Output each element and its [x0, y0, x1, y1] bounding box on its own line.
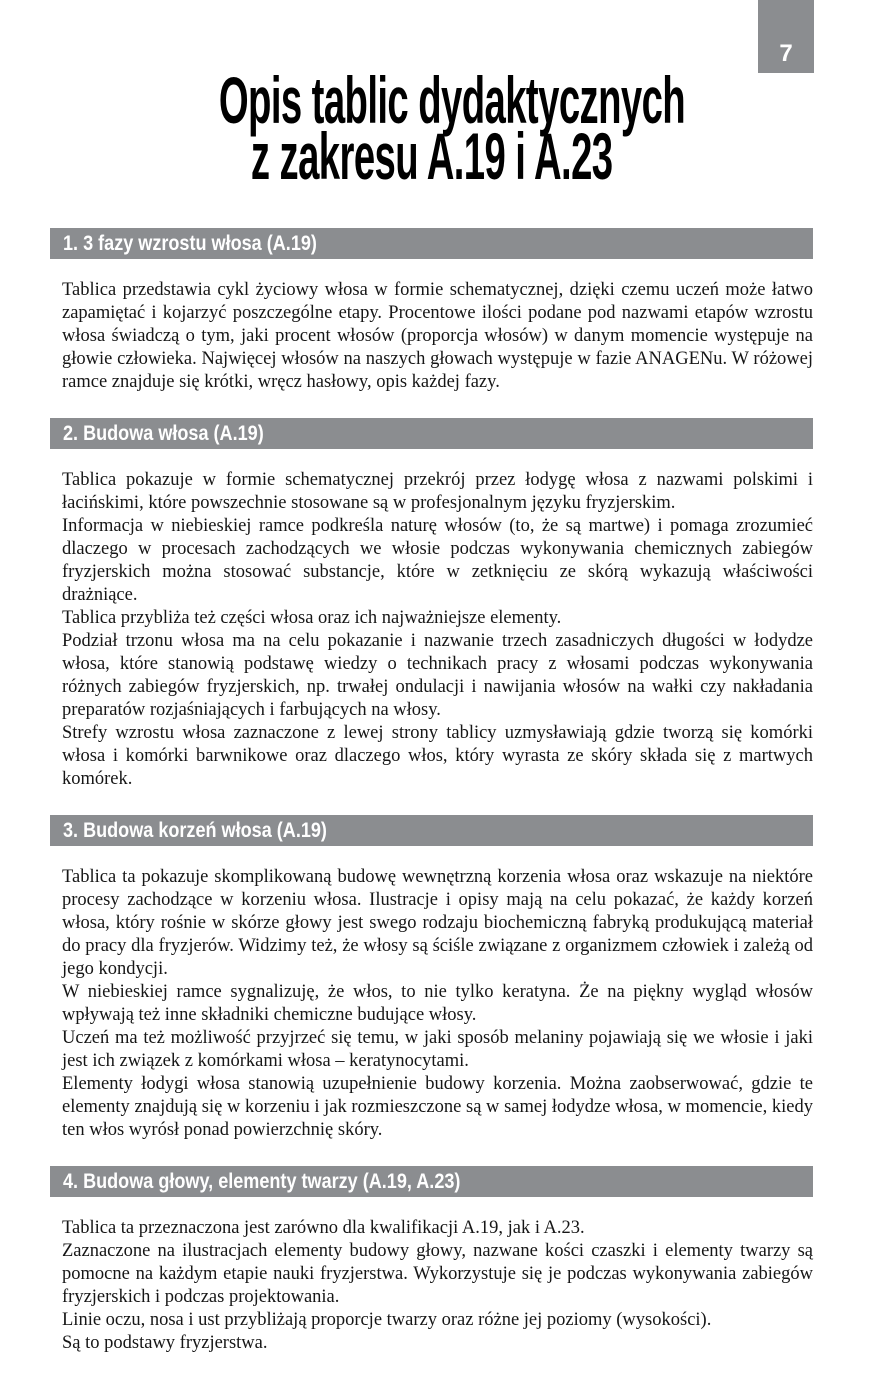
section-4-body [62, 1217, 813, 1355]
section-heading-1: 1. 3 fazy wzrostu włosa (A.19) [50, 228, 813, 259]
paragraph: Tablica ta przeznaczona jest zarówno dla kwalifikacji A.19, jak i A.23. [62, 1218, 585, 1239]
section-heading-3: 3. Budowa korzeń włosa (A.19) [50, 815, 813, 846]
section-1-body [62, 279, 813, 394]
section-3-body [62, 866, 813, 1142]
section-2-body [62, 469, 813, 791]
page-number: 7 [779, 40, 793, 67]
paragraph: W niebieskiej ramce sygnalizuję, że włos, to nie tylko keratyna. Że na piękny wygląd włosów wpływają też inne składniki chemiczne budujące włosy. [62, 982, 813, 1026]
paragraph: Tablica przedstawia cykl życiowy włosa w formie schematycznej, dzięki czemu uczeń może łatwo zapamiętać i kojarzyć poszczególne etapy. Procentowe ilości podane pod nazwami etapów wzrostu włosa świadczą o tym, jaki procent włosów (proporcja włosów) w danym momencie występuje na głowie człowieka. Najwięcej włosów na naszych głowach występuje w fazie ANAGENu. W różowej ramce znajduje się krótki, wręcz hasłowy, opis każdej fazy. [62, 280, 813, 393]
paragraph: Zaznaczone na ilustracjach elementy budowy głowy, nazwane kości czaszki i elementy twarzy są pomocne na każdym etapie nauki fryzjerstwa. Wykorzystuje się je podczas wykonywania zabiegów fryzjerskich i podczas projektowania. [62, 1241, 813, 1308]
paragraph: Są to podstawy fryzjerstwa. [62, 1333, 268, 1354]
paragraph: Uczeń ma też możliwość przyjrzeć się temu, w jaki sposób melaniny pojawiają się we włosie i jaki jest ich związek z komórkami włosa – keratynocytami. [62, 1028, 813, 1072]
section-heading-2: 2. Budowa włosa (A.19) [50, 418, 813, 449]
page-content [50, 0, 813, 1379]
page-title [50, 63, 813, 193]
title-line-1: Opis tablic dydaktycznych [218, 63, 686, 137]
section-heading-4: 4. Budowa głowy, elementy twarzy (A.19, A.23) [50, 1166, 813, 1197]
paragraph: Podział trzonu włosa ma na celu pokazanie i nazwanie trzech zasadniczych długości w łodydze włosa, które stanowią podstawę wiedzy o technikach pracy z włosami podczas wykonywania różnych zabiegów fryzjerskich, np. trwałej ondulacji i nawijania włosów na wałki czy nakładania preparatów rozjaśniających i farbujących na włosy. [62, 631, 813, 721]
paragraph: Tablica przybliża też części włosa oraz ich najważniejsze elementy. [62, 608, 562, 629]
paragraph: Tablica pokazuje w formie schematycznej przekrój przez łodygę włosa z nazwami polskimi i łacińskimi, które powszechnie stosowane są w profesjonalnym języku fryzjerskim. [62, 470, 813, 514]
paragraph: Linie oczu, nosa i ust przybliżają proporcje twarzy oraz różne jej poziomy (wysokości). [62, 1310, 712, 1331]
paragraph: Elementy łodygi włosa stanowią uzupełnienie budowy korzenia. Można zaobserwować, gdzie te elementy znajdują się w korzeniu i jak rozmieszczone są w samej łodydze włosa, w momencie, kiedy ten włos wyrósł ponad powierzchnię skóry. [62, 1074, 813, 1141]
paragraph: Informacja w niebieskiej ramce podkreśla naturę włosów (to, że są martwe) i pomaga zrozumieć dlaczego w procesach zachodzących we włosie podczas wykonywania chemicznych zabiegów fryzjerskich można stosować substancje, które w zetknięciu ze skórą wykazują właściwości drażniące. [62, 516, 813, 606]
paragraph: Strefy wzrostu włosa zaznaczone z lewej strony tablicy uzmysławiają gdzie tworzą się komórki włosa i komórki barwnikowe oraz dlaczego włos, który wyrasta ze skóry składa się z martwych komórek. [62, 723, 813, 790]
title-line-2: z zakresu A.19 i A.23 [250, 119, 613, 193]
paragraph: Tablica ta pokazuje skomplikowaną budowę wewnętrzną korzenia włosa oraz wskazuje na niektóre procesy zachodzące w korzeniu włosa. Ilustracje i opisy mają na celu pokazać, że każdy korzeń włosa, który rośnie w skórze głowy jest swego rodzaju biochemiczną fabryką produkującą materiał do pracy dla fryzjerów. Widzimy też, że włosy są ściśle związane z organizmem człowiek i zależą od jego kondycji. [62, 867, 813, 980]
